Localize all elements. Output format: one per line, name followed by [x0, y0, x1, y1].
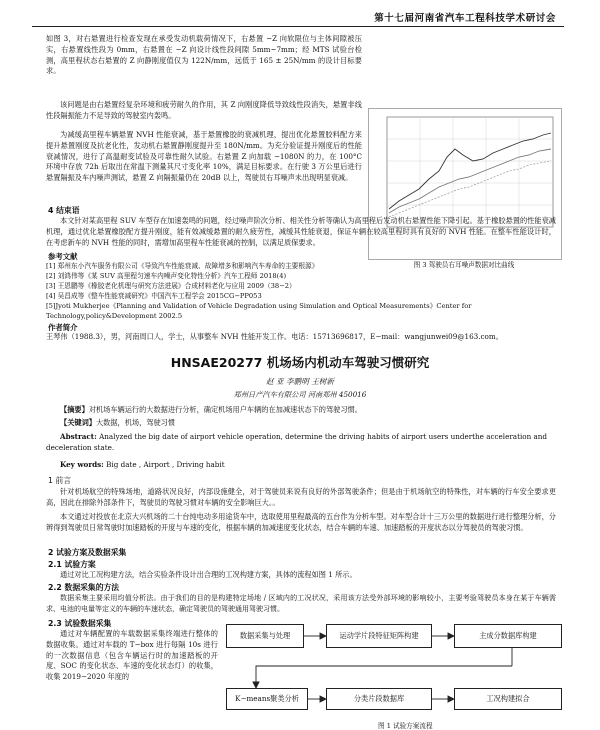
abstract-label: 【摘要】: [60, 405, 89, 414]
article-affiliation: 郑州日产汽车有限公司 河南郑州 450016: [233, 390, 367, 399]
reference-3: [3] 王恩鹏等《橡胶老化机理与研究方法进展》合成材料老化与应用 2009（38−2）: [46, 282, 296, 290]
section-2-1-paragraph: 通过对比工况构建方法，结合实验条件设计出合理的工况构建方案，具体的流程如图 1 所示。: [60, 570, 357, 579]
paragraph-optimization: 为减缓高里程车辆悬置 NVH 性能衰减，基于悬置橡胶的衰减机理，提出优化悬置胶料配方来提升悬置刚度及抗老化性，发动机右悬置静刚度提升至 180N/mm。为充分验证提升刚度后的性能衰减情况，进行了高温耐变试验及可靠性耐久试验。右悬置 Z 向加载 −1080N 的力，在 100°C 环境中存放 72h 后取出在常温下测量其尺寸变化率 10%，满足目标要求。在行驶 3 万公里后进行悬置隔振及车内噪声测试，悬置 Z 向隔振量仍在 20dB 以上，驾驶员右耳噪声未出现明显衰减。: [46, 130, 362, 183]
keywords-cn: [60, 418, 540, 429]
running-header: [0, 6, 600, 26]
abstract-en: [46, 432, 556, 454]
section-2-2-paragraph: 数据采集主要采用均值分析法。由于我们的目的是构建特定场地 / 区域内的工况状况，采用该方法受外部环境的影响较小，主要考验驾驶员本身在某于车辆需求、电池的电量等定义的车辆的车速状态，确定驾驶员的驾驶通用驾驶习惯。: [46, 594, 556, 613]
figure-3-caption: 图 3 驾驶员右耳噪声数据对比曲线: [413, 261, 515, 269]
paragraph-problem-cause: 该问题是由右悬置经复杂环境和疲劳耐久的作用，其 Z 向刚度降低导致线性段消失，悬置非线性段隔振能力不足导致的驾驶室内轰鸣。: [46, 100, 362, 120]
keywords-label: 【关键词】: [60, 418, 96, 427]
keywords-text: 大数据，机场，驾驶习惯: [95, 418, 176, 427]
abstract-en-label: Abstract:: [60, 432, 97, 441]
section-1-heading: 1 前言: [48, 476, 72, 485]
abstract-text: 对机场车辆运行的大数据进行分析，确定机场用户车辆的在加减速状态下的驾驶习惯。: [88, 405, 362, 414]
header-rule: [32, 26, 564, 27]
keywords-en-label: Key words:: [60, 460, 104, 469]
section-2-heading: 2 试验方案及数据采集: [48, 548, 127, 557]
keywords-en-text: Big date , Airport , Driving habit: [106, 460, 225, 469]
article-title: HNSAE20277 机场场内机动车驾驶习惯研究: [170, 355, 430, 370]
flow-box-pca-database: 主成分数据库构建: [454, 624, 562, 648]
author-bio: 王琴伟（1988.3），男，河南周口人，学士，从事整车 NVH 性能开发工作。电话：15713696817，E−mail：wangjunwei09@163.com。: [46, 332, 503, 341]
section-1-paragraph-1: 针对机场航空的特殊场地，道路状况良好，内部设施健全，对于驾驶员来说有良好的外部驾驶条件；但是由于机场航空的特殊性，对车辆的行车安全要求更高，因此在排除外部条件下，驾驶员的驾驶习惯对车辆的安全影响巨大。。: [46, 487, 556, 507]
abstract-en-text: Analyzed the big date of airport vehicle operation, determine the driving habits of airport users underthe acceleration and deceleration state.: [46, 432, 548, 452]
section-2-2-heading: 2.2 数据采集的方法: [48, 583, 120, 592]
flow-box-cycle-fitting: 工况构建拟合: [454, 688, 562, 710]
figure-1-flowchart: [226, 608, 566, 730]
references-heading: 参考文献: [48, 252, 78, 261]
flow-box-feature-matrix: 运动学片段特征矩阵构建: [326, 624, 432, 648]
article-authors: 赵 亚 李鹏明 王树新: [266, 377, 334, 386]
flow-box-data-collection: 数据采集与处理: [226, 624, 304, 648]
abstract-cn: [60, 405, 540, 416]
reference-2: [2] 刘鸿伟等《某 SUV 高里程匀速车内噪声变化特性分析》汽车工程师 2018(4): [46, 272, 287, 280]
paragraph-right-mount-check: 如图 3，对右悬置进行检查发现在承受发动机载荷情况下，右悬置 −Z 向软限位与主体间隙被压实，右悬置线性段为 0mm，右悬置在 −Z 向设计线性段间隙 5mm~7mm；经 MTS 试验台检测，高里程状态右悬置的 Z 向静刚度值仅为 122N/mm，远低于 165 ± 25N/mm 的设计目标要求。: [46, 34, 362, 76]
section-1-paragraph-2: 本文通过对投放在北京大兴机场的二十台纯电动多用途货车中，选取使用里程最高的五台作为分析车型。对车型合计十三万公里的数据进行进行整理分析，分辨得到驾驶员日常驾驶时加速踏板的开度与车速的变化，根据车辆的加减速度变化状态，结合车辆的车速、加速踏板的开度状态以分驾驶员的驾驶习惯。: [46, 512, 556, 532]
author-heading: 作者简介: [48, 323, 78, 332]
reference-4: [4] 吴昌成等《整车性能衰减研究》中国汽车工程学会 2015CG−PP053: [46, 292, 262, 300]
flow-box-kmeans: K−means聚类分析: [226, 688, 308, 710]
section-2-3-heading: 2.3 试验数据采集: [48, 619, 112, 628]
reference-1: [1] 郑州东小汽车服务有限公司《导致汽车性能衰减、故障增多和影响汽车寿命的主要根源》: [46, 262, 319, 270]
figure-1-caption: 图 1 试验方案流程: [378, 722, 433, 730]
flow-box-segment-database: 分类片段数据库: [326, 688, 432, 710]
section-2-3-paragraph: 通过对车辆配置的车载数据采集终端进行整体的数据收集。通过对车载的 T−box 进行每隔 10s 进行的一次数据信息（包含车辆运行时的加速踏板的开度、SOC 的变化状态、车速的变化状态灯）的收集，收集 2019−2020 年度的: [46, 629, 218, 682]
reference-5: [5]Jyoti Mukherjee《Planning and Validation of Vehicle Degradation using Simulation and Optical Measurements》Center for Technology,policy&Development 2002.5: [46, 302, 472, 320]
conclusion-heading: 4 结束语: [48, 206, 80, 215]
conclusion-paragraph: 本文针对某高里程 SUV 车型存在加速轰鸣的问题，经过噪声阶次分析、相关性分析等确认为高里程后发动机右悬置性能下降引起。基于橡胶悬置的性能衰减机理，通过优化悬置橡胶配方提升刚度，能有效减缓悬置的耐久疲劳性，减缓其性能衰退，保证车辆在较高里程时具有良好的 NVH 性能。在整车性能设计时，在考虑新车的 NVH 性能的同时，需增加高里程车性能衰减的控制，以满足质保要求。: [46, 216, 556, 247]
conference-title: 第十七届河南省汽车工程科技学术研讨会: [374, 13, 556, 24]
keywords-en: [60, 460, 540, 471]
section-2-1-heading: 2.1 试验方案: [48, 560, 96, 569]
